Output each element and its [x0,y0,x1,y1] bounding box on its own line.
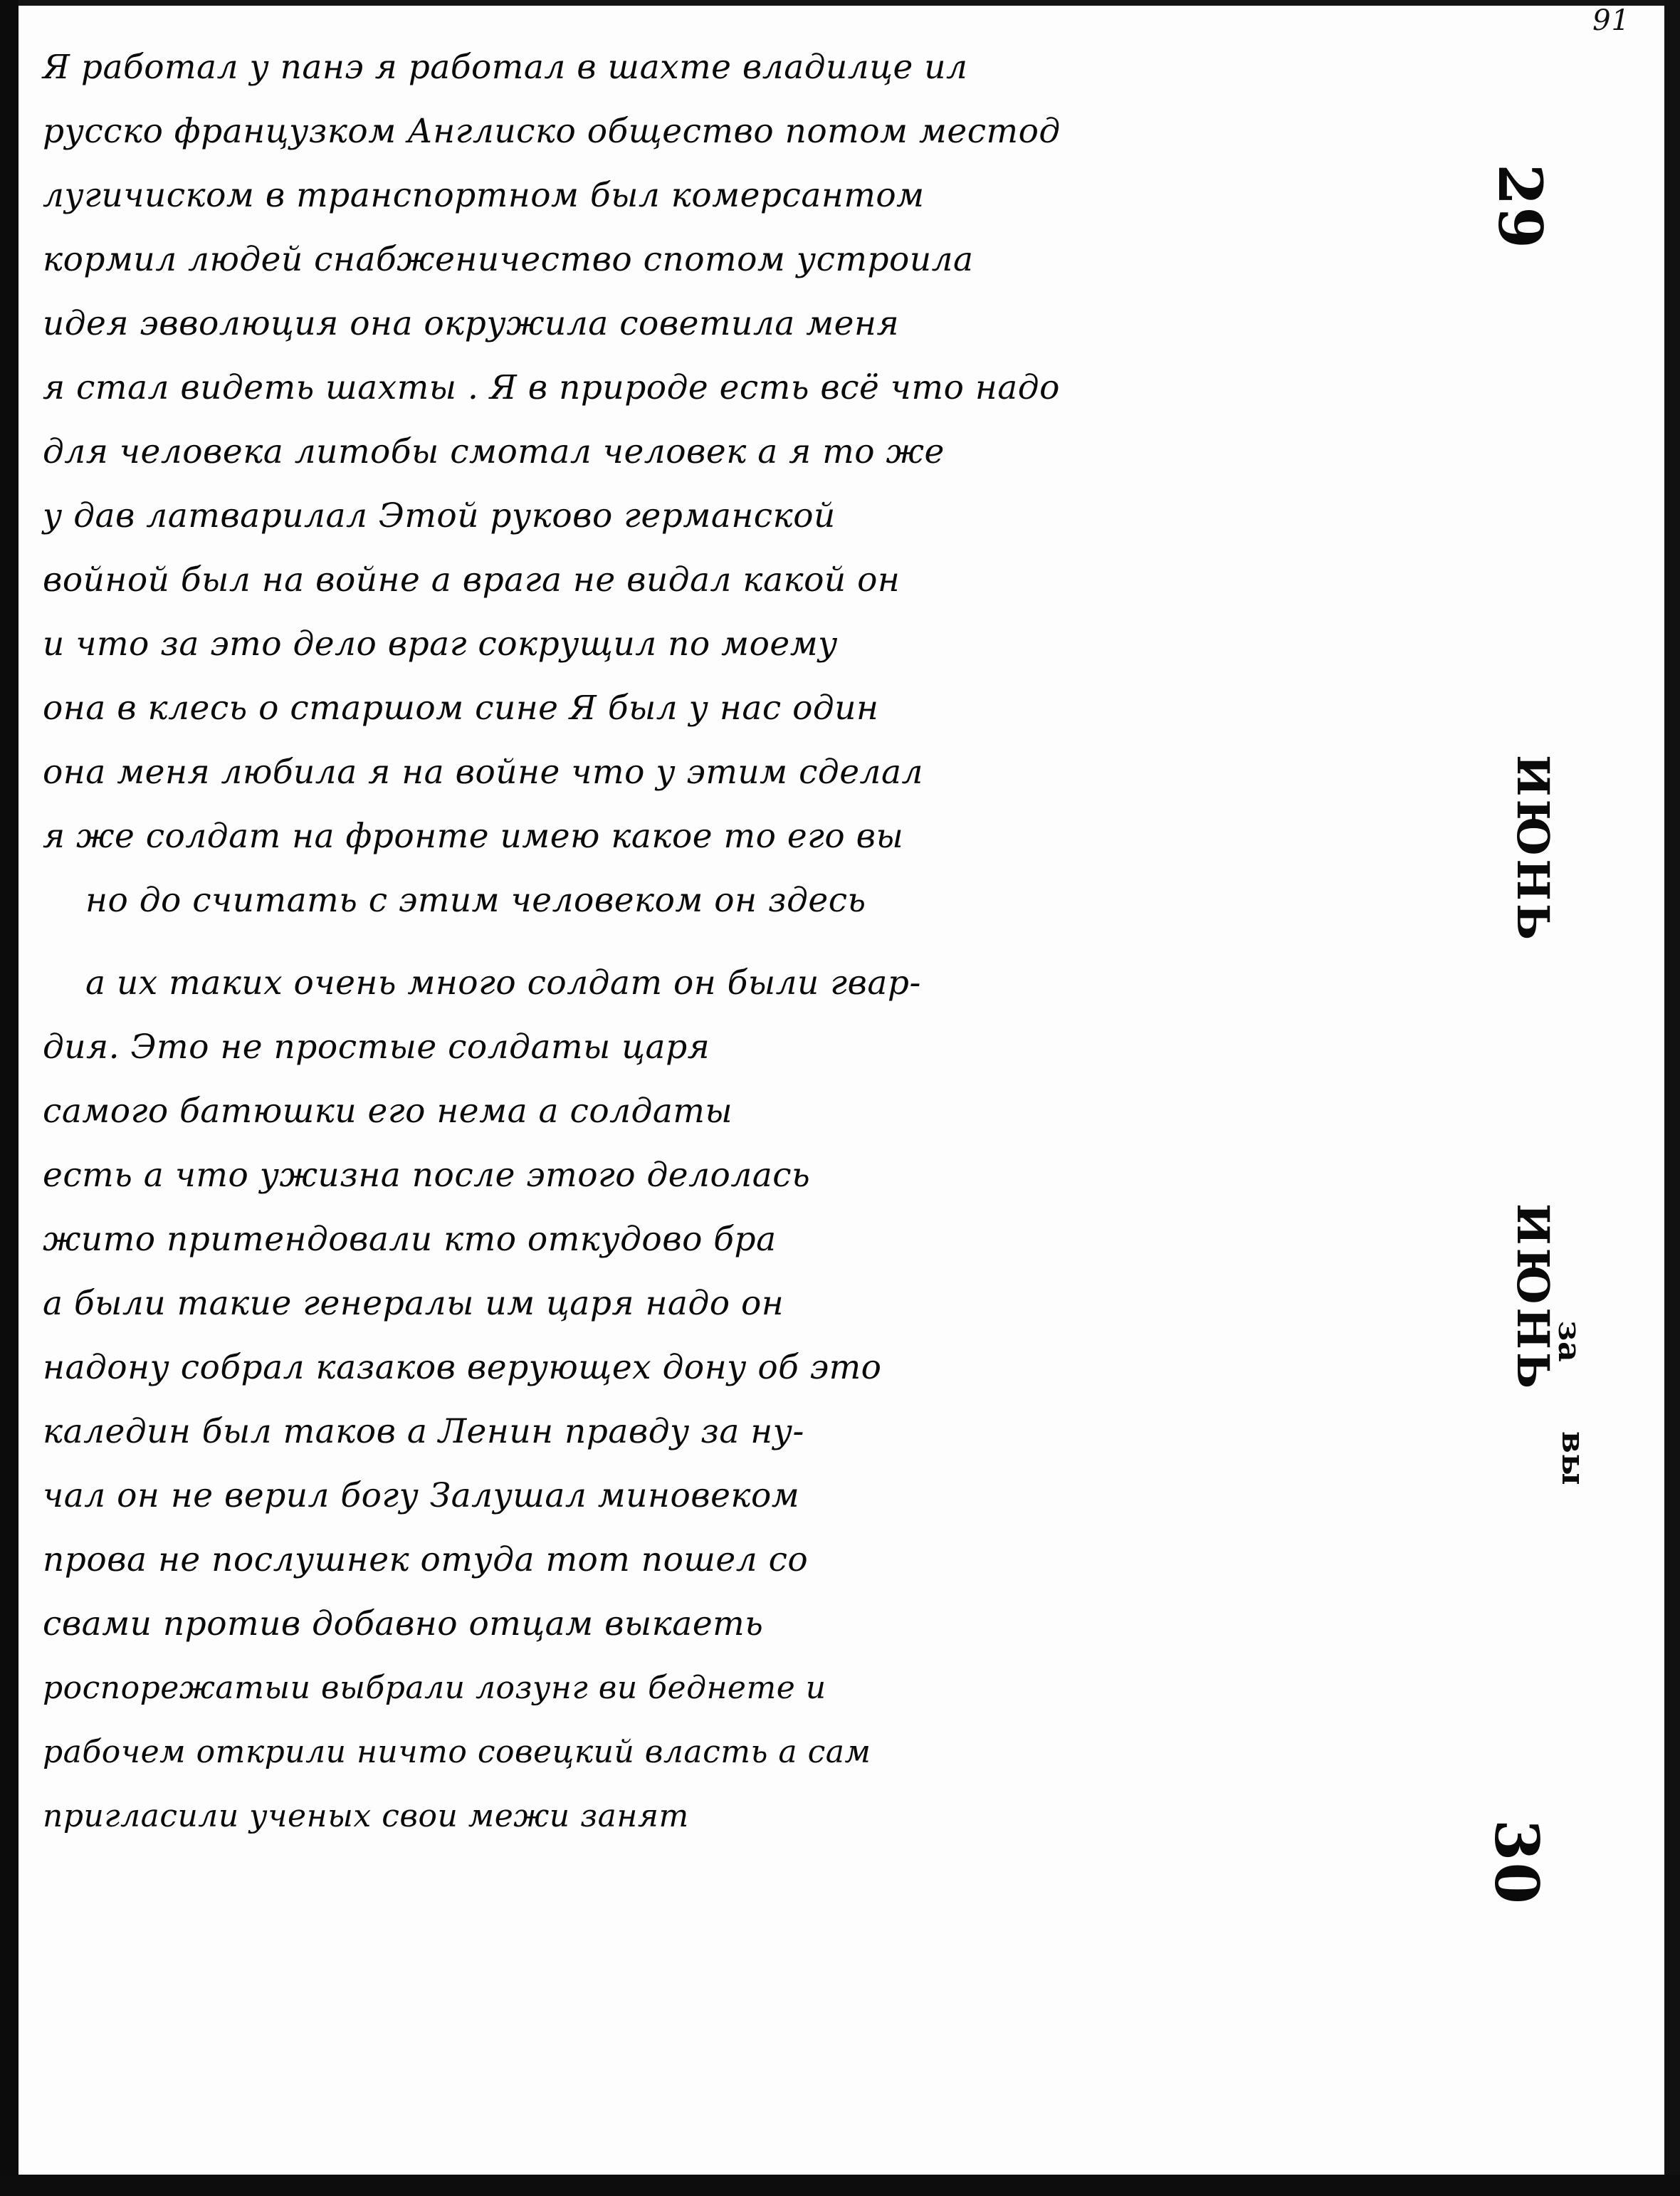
handwritten-line: а были такие генералы им царя надо он [43,1284,784,1323]
page-number: 91 [1592,4,1630,37]
handwritten-line: лугичиском в транспортном был комерсантом [43,176,925,215]
margin-note-30: 30 [1481,1819,1552,1905]
scan-edge-top [0,0,1680,6]
margin-note-month-2: ИЮНЬ [1507,1203,1559,1392]
handwritten-line: Я работал у панэ я работал в шахте владилце ил [43,48,968,87]
margin-note-month-1: ИЮНЬ [1507,755,1559,943]
handwritten-line: рабочем открили ничто совецкий власть а сам [43,1734,871,1770]
handwritten-line: для человека литобы смотал человек а я то же [43,432,945,471]
handwritten-line: свами против добавно отцам выкаеть [43,1604,764,1643]
handwritten-line: самого батюшки его нема а солдаты [43,1092,733,1131]
handwritten-line: у дав латварилал Этой руково германской [43,496,836,535]
handwritten-line: я же солдат на фронте имею какое то его вы [43,817,904,856]
handwritten-line: есть а что ужизна после этого делолась [43,1156,811,1195]
handwritten-line: жито притендовали кто откудово бра [43,1220,777,1259]
handwritten-line: каледин был таков а Ленин правду за ну- [43,1412,804,1451]
handwritten-line: она меня любила я на войне что у этим сделал [43,753,923,792]
handwritten-line: пригласили ученых свои межи занят [43,1798,689,1834]
margin-note-29: 29 [1485,164,1555,250]
handwritten-line: прова не послушнек отуда тот пошел со [43,1540,809,1579]
handwritten-line: дия. Это не простые солдаты царя [43,1028,710,1067]
handwritten-line: роспорежатыи выбрали лозунг ви беднете и [43,1670,826,1706]
scan-edge-right [1664,0,1680,2196]
handwritten-line: чал он не верил богу Залушал миновеком [43,1476,800,1515]
handwritten-line: и что за это дело враг сокрущил по моему [43,624,838,664]
margin-note-za: за [1551,1321,1587,1363]
handwritten-line: а их таких очень много солдат он были гвар- [85,963,921,1003]
handwritten-line: кормил людей снабженичество спотом устроила [43,240,974,279]
handwritten-line: я стал видеть шахты . Я в природе есть всё что надо [43,368,1060,407]
handwritten-line: она в клесь о старшом сине Я был у нас один [43,689,879,728]
handwritten-line: русско французком Англиско общество потом местод [43,112,1061,151]
handwritten-line: войной был на войне а врага не видал какой он [43,560,901,600]
handwritten-line: но до считать с этим человеком он здесь [85,881,866,920]
margin-note-vy: вы [1555,1431,1591,1486]
handwritten-line: идея эвволюция она окружила советила меня [43,304,900,343]
scan-edge-bottom [0,2175,1680,2196]
scan-edge-left [0,0,19,2196]
handwritten-line: надону собрал казаков верующех дону об это [43,1348,882,1387]
handwritten-text-block [43,36,1531,1849]
